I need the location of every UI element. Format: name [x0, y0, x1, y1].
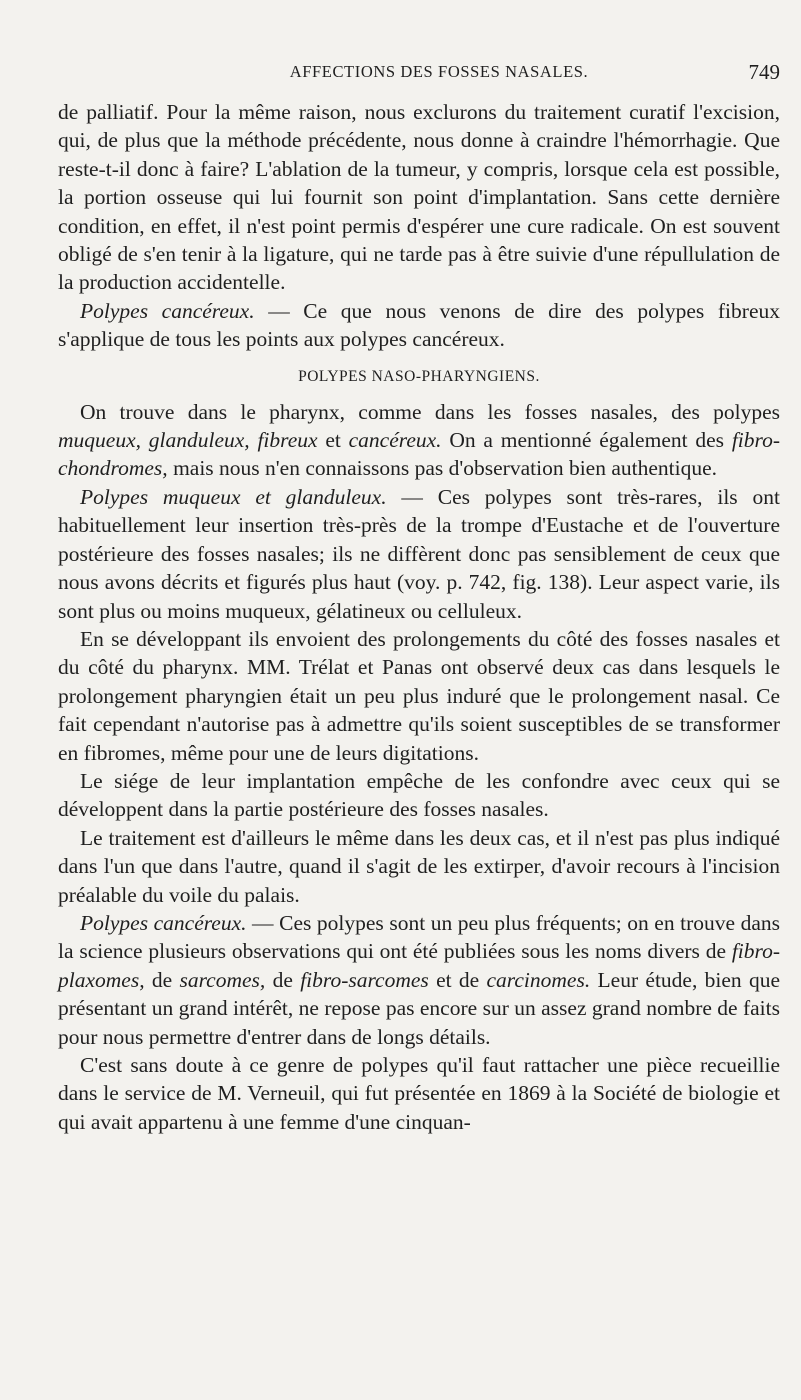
italic-term: sarcomes, [179, 967, 266, 992]
paragraph-text: — Ces polypes sont très-rares, ils ont habituellement leur insertion très-près de la trompe d'Eustache et de l'ouverture postérieure des fosses nasales; ils ne diffèrent donc pas sensiblement de ceux que nous avons décrits et figurés plus haut (voy. p. 742, fig. 138). Leur aspect varie, ils sont plus ou moins muqueux, gélatineux ou celluleux. [58, 484, 780, 623]
paragraph [58, 1051, 780, 1136]
body-text [58, 98, 780, 1136]
paragraph [58, 625, 780, 767]
paragraph-text: — Ces polypes sont un peu plus fréquents; on en trouve dans la science plusieurs observations qui ont été publiées sous les noms divers de [58, 910, 781, 964]
paragraph-text: C'est sans doute à ce genre de polypes qu'il faut rattacher une pièce recueillie dans le service de M. Verneuil, qui fut présentée en 1869 à la Société de biologie et qui avait appartenu à une femme d'une cinquan- [58, 1053, 780, 1134]
paragraph-text: de [144, 967, 180, 992]
paragraph-polypes-cancereux [58, 297, 780, 354]
paragraph-text: et [317, 428, 349, 453]
paragraph-text: — Ce que nous venons de dire des polypes fibreux s'applique de tous les points aux polypes cancéreux. [58, 298, 780, 352]
paragraph-text: Le traitement est d'ailleurs le même dans les deux cas, et il n'est pas plus indiqué dans l'un que dans l'autre, quand il s'agit de les extirper, d'avoir recours à l'incision préalable du voile du palais. [58, 825, 780, 907]
running-header [58, 62, 780, 90]
paragraph-polypes-muqueux [58, 483, 780, 625]
paragraph-intro [58, 398, 780, 483]
paragraph-text: et de [428, 967, 487, 992]
paragraph-title: Polypes muqueux et glanduleux. [80, 484, 387, 509]
paragraph-text: On trouve dans le pharynx, comme dans les fosses nasales, des polypes [80, 399, 780, 424]
paragraph-polypes-cancereux-pharynx [58, 909, 780, 1051]
paragraph-continuation [58, 98, 780, 297]
italic-term: fibro-chondromes, [58, 428, 780, 481]
paragraph-text: Le siége de leur implantation empêche de les confondre avec ceux qui se développent dans la partie postérieure des fosses nasales. [58, 768, 780, 822]
running-title: AFFECTIONS DES FOSSES NASALES. [289, 62, 589, 81]
paragraph-text: Leur étude, bien que présentant un grand intérêt, ne repose pas encore sur un assez grand nombre de faits pour nous permettre d'entrer dans de longs détails. [58, 967, 781, 1049]
paragraph [58, 824, 780, 909]
paragraph-text: mais nous n'en connaissons pas d'observation bien authentique. [167, 456, 718, 481]
paragraph-text: de palliatif. Pour la même raison, nous exclurons du traitement curatif l'excision, qui, de plus que la méthode précédente, nous donne à craindre l'hémorrhagie. Que reste-t-il donc à faire? L'ablation de la tumeur, y compris, lorsque cela est possible, la portion osseuse qui lui fournit son point d'implantation. Sans cette dernière condition, en effet, il n'est point permis d'espérer une cure radicale. On est souvent obligé de s'en tenir à la ligature, qui ne tarde pas à être suivie d'une répullulation de la production accidentelle. [58, 100, 780, 295]
paragraph-text: de [265, 967, 301, 992]
italic-term: carcinomes. [486, 967, 591, 992]
paragraph-title: Polypes cancéreux. [80, 910, 247, 935]
italic-term: fibro-sarcomes [300, 967, 429, 992]
paragraph-text: En se développant ils envoient des prolongements du côté des fosses nasales et du côté du pharynx. MM. Trélat et Panas ont observé deux cas dans lesquels le prolongement pharyngien était un peu plus induré que le prolongement nasal. Ce fait cependant n'autorise pas à admettre qu'ils soient susceptibles de se transformer en fibromes, même pour une de leurs digitations. [58, 626, 780, 765]
paragraph [58, 767, 780, 824]
italic-term: fibro-plaxomes, [58, 939, 780, 992]
paragraph-text: On a mentionné également des [441, 428, 732, 453]
paragraph-title: Polypes cancéreux. [80, 298, 255, 323]
italic-term: cancéreux. [348, 428, 442, 453]
section-heading: POLYPES NASO-PHARYNGIENS. [298, 367, 540, 385]
italic-term: muqueux, glanduleux, fibreux [58, 428, 318, 453]
page-number: 749 [748, 60, 780, 84]
